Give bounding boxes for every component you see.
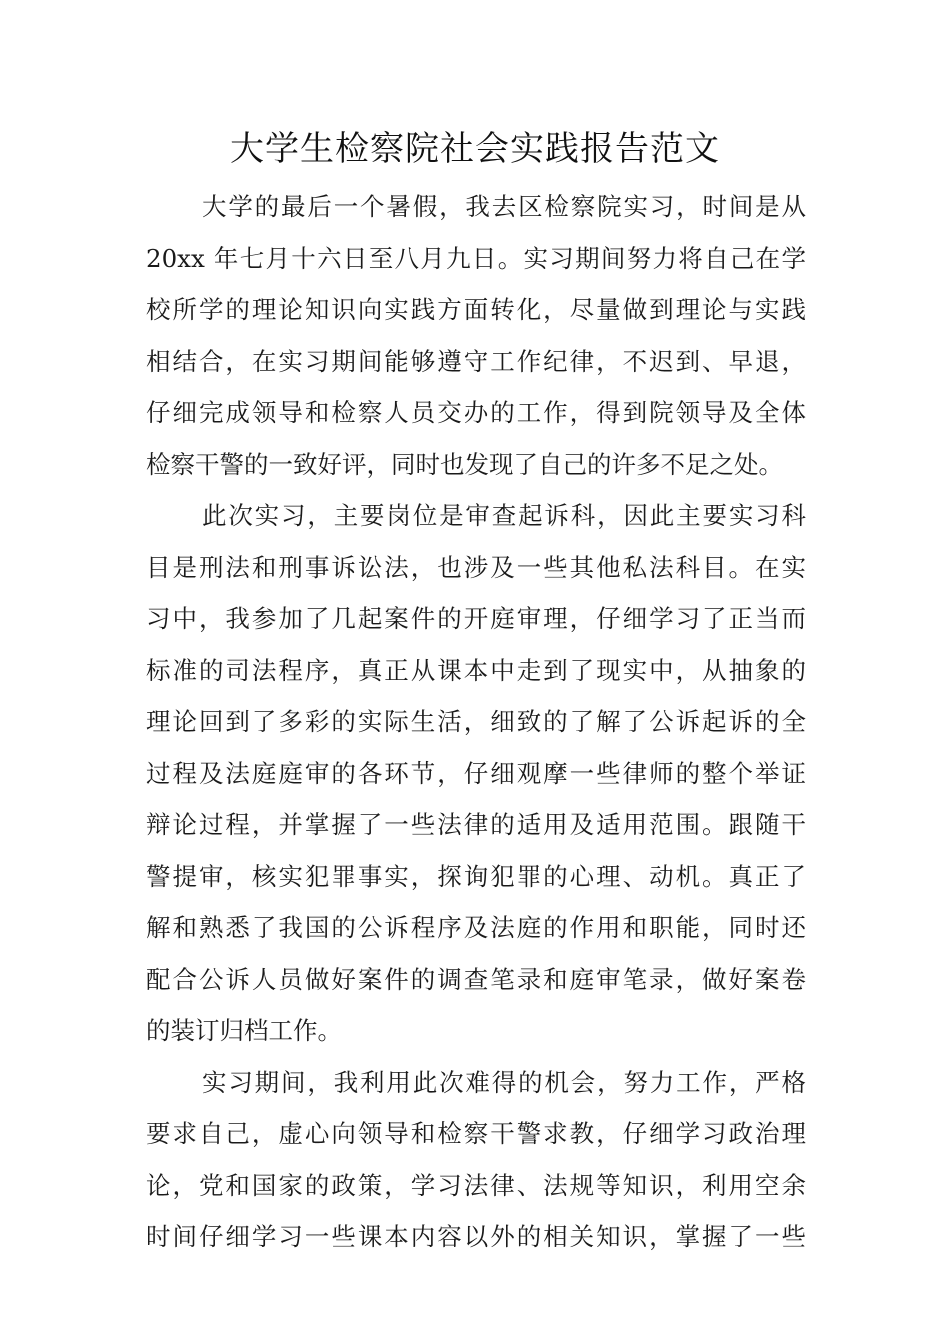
paragraph-line: 要求自己，虚心向领导和检察干警求教，仔细学习政治理 <box>146 1119 806 1148</box>
paragraph-line: 过程及法庭庭审的各环节，仔细观摩一些律师的整个举证 <box>146 758 806 788</box>
paragraph-line: 实习期间，我利用此次难得的机会，努力工作，严格 <box>202 1067 806 1097</box>
paragraph-line: 的装订归档工作。 <box>146 1016 342 1045</box>
paragraph-line: 此次实习，主要岗位是审查起诉科，因此主要实习科 <box>202 501 806 530</box>
paragraph-line: 目是刑法和刑事诉讼法，也涉及一些其他私法科目。在实 <box>146 552 806 582</box>
paragraph-line: 大学的最后一个暑假，我去区检察院实习，时间是从 <box>202 192 806 221</box>
paragraph-line: 习中，我参加了几起案件的开庭审理，仔细学习了正当而 <box>146 604 806 633</box>
paragraph-line: 标准的司法程序，真正从课本中走到了现实中，从抽象的 <box>146 655 806 685</box>
paragraph-line: 辩论过程，并掌握了一些法律的适用及适用范围。跟随干 <box>146 810 806 839</box>
paragraph-line: 相结合，在实习期间能够遵守工作纪律，不迟到、早退， <box>146 346 806 376</box>
paragraph-1 <box>146 181 806 490</box>
paragraph-line: 检察干警的一致好评，同时也发现了自己的许多不足之处。 <box>146 449 783 479</box>
paragraph-line: 配合公诉人员做好案件的调查笔录和庭审笔录，做好案卷 <box>146 964 806 994</box>
document-body <box>146 181 806 1263</box>
paragraph-2 <box>146 490 806 1057</box>
paragraph-3 <box>146 1057 806 1263</box>
paragraph-line: 解和熟悉了我国的公诉程序及法庭的作用和职能，同时还 <box>146 913 806 942</box>
paragraph-line: 校所学的理论知识向实践方面转化，尽量做到理论与实践 <box>146 295 806 324</box>
paragraph-line: 20xx 年七月十六日至八月九日。实习期间努力将自己在学 <box>146 243 806 273</box>
document-title: 大学生检察院社会实践报告范文 <box>230 129 720 169</box>
paragraph-line: 论，党和国家的政策，学习法律、法规等知识，利用空余 <box>146 1170 806 1200</box>
paragraph-line: 时间仔细学习一些课本内容以外的相关知识，掌握了一些 <box>146 1222 806 1251</box>
paragraph-line: 理论回到了多彩的实际生活，细致的了解了公诉起诉的全 <box>146 707 806 736</box>
paragraph-line: 仔细完成领导和检察人员交办的工作，得到院领导及全体 <box>146 398 806 427</box>
paragraph-line: 警提审，核实犯罪事实，探询犯罪的心理、动机。真正了 <box>146 861 806 891</box>
